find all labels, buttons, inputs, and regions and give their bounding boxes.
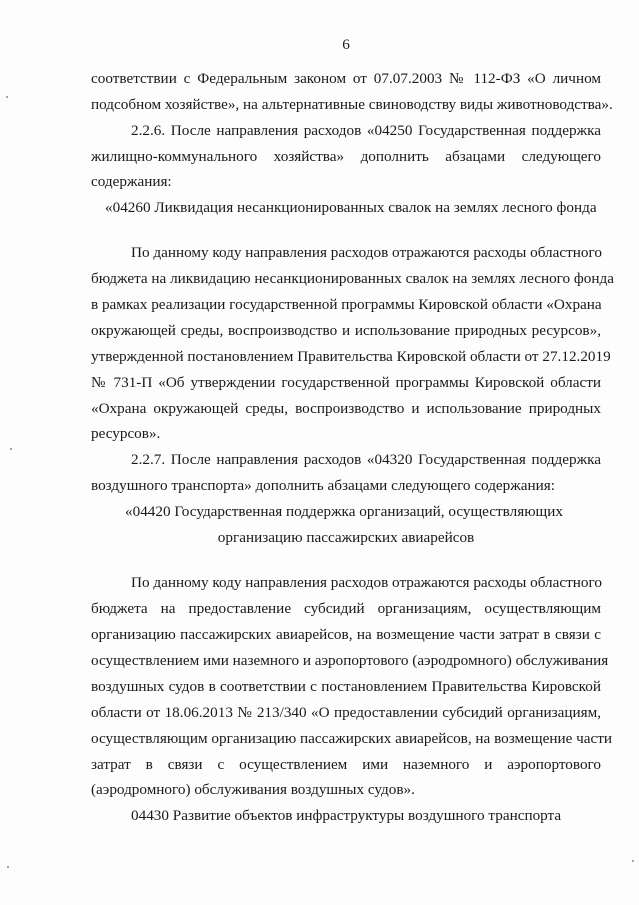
text-line: области от 18.06.2013 № 213/340 «О предоставлении субсидий организациям, bbox=[91, 704, 601, 721]
scan-speck bbox=[10, 448, 12, 450]
text-line: в рамках реализации государственной программы Кировской области «Охрана bbox=[91, 296, 602, 313]
text-line: «04420 Государственная поддержка организаций, осуществляющих bbox=[125, 503, 563, 520]
text-line: утвержденной постановлением Правительства Кировской области от 27.12.2019 bbox=[91, 348, 611, 365]
scan-speck bbox=[6, 96, 8, 98]
text-line: затрат в связи с осуществлением ими наземного и аэропортового bbox=[91, 756, 601, 773]
text-line: «Охрана окружающей среды, воспроизводство и использование природных bbox=[91, 400, 601, 417]
text-line: воздушных судов в соответствии с постановлением Правительства Кировской bbox=[91, 678, 601, 695]
text-line: № 731-П «Об утверждении государственной программы Кировской области bbox=[91, 374, 601, 391]
text-line: ресурсов». bbox=[91, 425, 161, 442]
text-line: бюджета на предоставление субсидий организациям, осуществляющим bbox=[91, 600, 601, 617]
text-line: содержания: bbox=[91, 173, 172, 190]
scan-speck bbox=[632, 860, 634, 862]
text-line: подсобном хозяйстве», на альтернативные свиноводству виды животноводства». bbox=[91, 96, 613, 113]
text-line: (аэродромного) обслуживания воздушных судов». bbox=[91, 781, 415, 798]
text-line: 04430 Развитие объектов инфраструктуры воздушного транспорта bbox=[131, 807, 562, 824]
text-line: организацию пассажирских авиарейсов, на возмещение части затрат в связи с bbox=[91, 626, 601, 643]
text-line: осуществлением ими наземного и аэропортового (аэродромного) обслуживания bbox=[91, 652, 609, 669]
text-line: соответствии с Федеральным законом от 07.07.2003 № 112-ФЗ «О личном bbox=[91, 70, 601, 87]
text-line: 2.2.6. После направления расходов «04250 Государственная поддержка bbox=[131, 122, 601, 139]
text-line: «04260 Ликвидация несанкционированных свалок на землях лесного фонда bbox=[105, 199, 597, 216]
text-line: организацию пассажирских авиарейсов bbox=[217, 529, 475, 546]
text-line: По данному коду направления расходов отражаются расходы областного bbox=[131, 574, 602, 591]
page-number: 6 bbox=[342, 36, 350, 53]
text-line: окружающей среды, воспроизводство и использование природных ресурсов», bbox=[91, 322, 601, 339]
text-line: воздушного транспорта» дополнить абзацами следующего содержания: bbox=[91, 477, 555, 494]
text-line: бюджета на ликвидацию несанкционированных свалок на землях лесного фонда bbox=[91, 270, 614, 287]
text-line: жилищно-коммунального хозяйства» дополнить абзацами следующего bbox=[91, 148, 601, 165]
text-line: 2.2.7. После направления расходов «04320 Государственная поддержка bbox=[131, 451, 601, 468]
text-line: осуществляющим организацию пассажирских авиарейсов, на возмещение части bbox=[91, 730, 613, 747]
scan-speck bbox=[7, 866, 9, 868]
text-line: По данному коду направления расходов отражаются расходы областного bbox=[131, 244, 602, 261]
